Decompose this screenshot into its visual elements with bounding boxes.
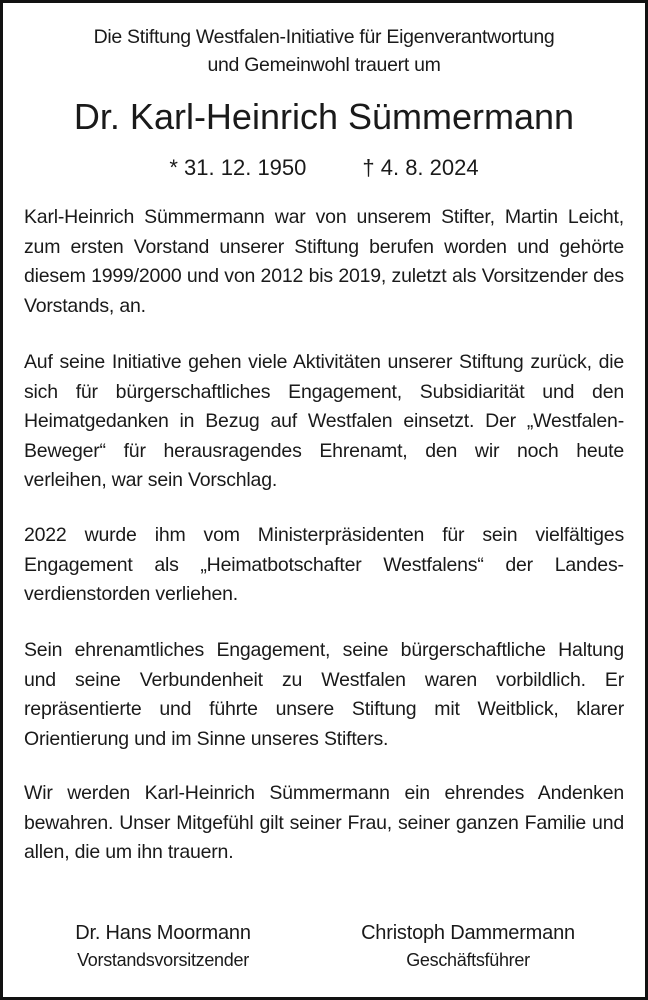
signatory-name: Christoph Dammermann: [361, 922, 575, 944]
signatory-left: [33, 919, 293, 973]
paragraph-career: Karl-Heinrich Sümmermann war von unserem Stifter, Martin Leicht, zum ersten Vorstand unserer Stiftung berufen worden und gehörte diesem 1999/2000 und von 2012 bis 2019, zuletzt als Vorsitzender des Vorstands, an.: [24, 206, 624, 317]
deceased-name: Dr. Karl-Heinrich Sümmermann: [73, 96, 575, 137]
paragraph-award: 2022 wurde ihm vom Ministerpräsidenten für sein vielfältiges Engagement als „Heimatbotschafter Westfalens“ der Landesverdienstorden verliehen.: [24, 524, 624, 605]
paragraph-initiative: Auf seine Initiative gehen viele Aktivitäten unserer Stiftung zurück, die sich für bürgerschaftliches Engagement, Subsidiarität und den Heimatgedanken in Bezug auf Westfalen einsetzt. Der „Westfalen-Beweger“ für herausragendes Ehrenamt, den wir noch heute verleihen, war sein Vorschlag.: [24, 351, 624, 491]
signatory-role: Geschäftsführer: [406, 950, 530, 970]
signatory-name: Dr. Hans Moormann: [75, 922, 251, 944]
paragraph-condolence: Wir werden Karl-Heinrich Sümmermann ein ehrendes Andenken bewahren. Unser Mitgefühl gilt seiner Frau, seiner ganzen Familie und allen, die um ihn trauern.: [24, 782, 624, 863]
signatory-right: [323, 919, 613, 973]
paragraph-engagement: Sein ehrenamtliches Engagement, seine bürgerschaftliche Haltung und seine Verbundenheit zu Westfalen waren vorbildlich. Er repräsentierte und führte unsere Stiftung mit Weitblick, klarer Orientierung und im Sinne unseres Stifters.: [24, 639, 624, 750]
intro-line-1: Die Stiftung Westfalen-Initiative für Eigenverantwortung: [93, 26, 555, 48]
intro-text: [3, 23, 645, 79]
intro-line-2: und Gemeinwohl trauert um: [207, 54, 441, 76]
death-date: † 4. 8. 2024: [362, 155, 479, 180]
life-dates: [3, 153, 645, 183]
signatory-role: Vorstandsvorsitzender: [77, 950, 249, 970]
birth-date: * 31. 12. 1950: [169, 155, 307, 180]
